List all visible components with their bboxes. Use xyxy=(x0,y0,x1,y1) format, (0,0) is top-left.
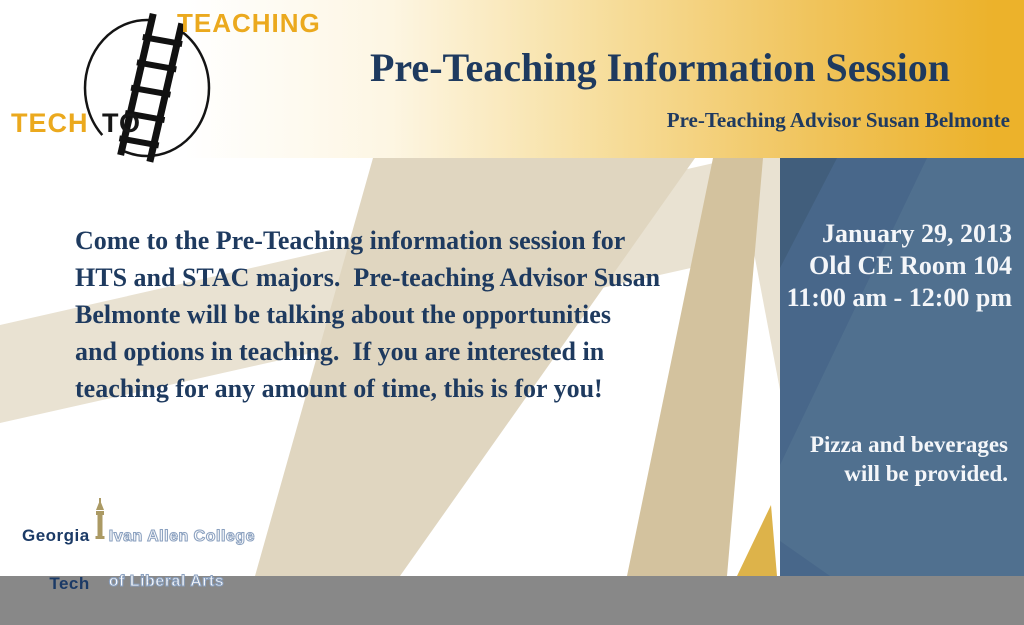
body-paragraph xyxy=(75,222,755,407)
event-note-line: Pizza and beverages xyxy=(809,432,1008,457)
georgia-tech-wordmark xyxy=(22,496,90,624)
event-date: January 29, 2013 xyxy=(822,219,1012,248)
logo-word-teaching: TEACHING xyxy=(177,8,321,38)
page-subtitle: Pre-Teaching Advisor Susan Belmonte xyxy=(666,108,1010,132)
gt-word-tech: Tech xyxy=(49,574,90,593)
tech-to-teaching-logo xyxy=(0,0,330,160)
ivan-allen-college-wordmark xyxy=(109,496,255,619)
body-line: HTS and STAC majors. Pre-teaching Advisor Susan xyxy=(75,263,661,292)
logo-word-to: TO xyxy=(102,108,142,138)
event-details xyxy=(782,218,1012,314)
gold-triangle xyxy=(737,505,777,576)
tech-tower-icon xyxy=(94,496,106,542)
gt-word-georgia: Georgia xyxy=(22,526,90,545)
body-line: Come to the Pre-Teaching information session for xyxy=(75,226,626,255)
event-note xyxy=(783,430,1008,488)
georgia-tech-logo xyxy=(22,496,255,624)
college-line: of Liberal Arts xyxy=(108,573,225,590)
body-line: Belmonte will be talking about the opportunities xyxy=(75,300,611,329)
event-sidebar xyxy=(780,158,1024,576)
event-location: Old CE Room 104 xyxy=(809,251,1012,280)
sidebar-shard-bottom xyxy=(780,541,830,576)
event-note-line: will be provided. xyxy=(844,461,1008,486)
page-title: Pre-Teaching Information Session xyxy=(369,45,951,90)
college-line: Ivan Allen College xyxy=(108,528,255,545)
body-line: and options in teaching. If you are interested in xyxy=(75,337,605,366)
event-time: 11:00 am - 12:00 pm xyxy=(786,283,1012,312)
logo-word-tech: TECH xyxy=(11,108,89,138)
body-line: teaching for any amount of time, this is for you! xyxy=(75,374,603,403)
